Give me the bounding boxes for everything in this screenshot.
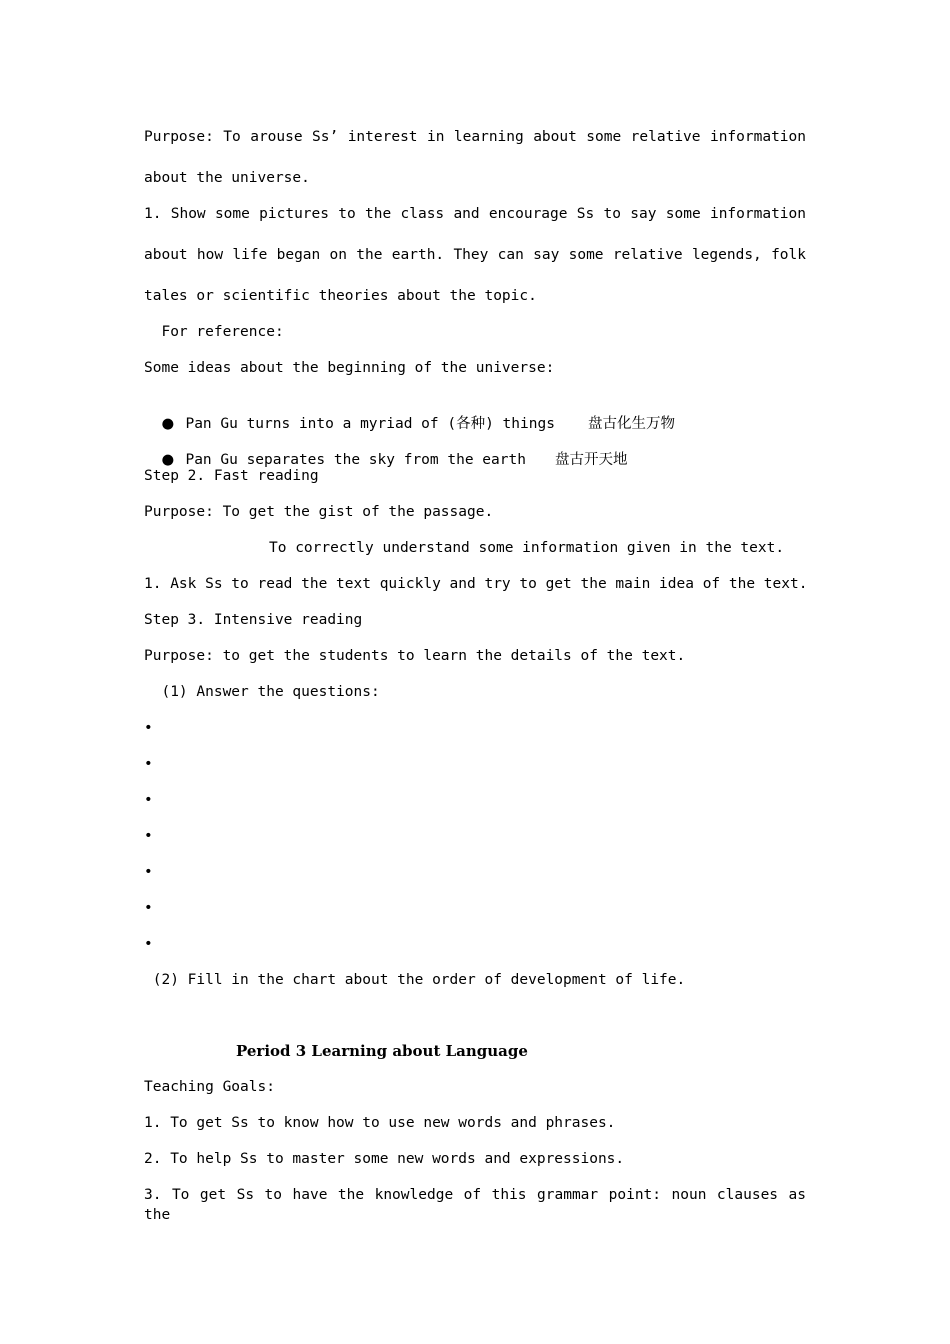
question-item (144, 862, 806, 882)
question-item (144, 718, 806, 738)
step2-heading: Step 2. Fast reading (144, 468, 319, 484)
goal-1: 1. To get Ss to know how to use new words and phrases. (144, 1115, 616, 1131)
step2-purpose-2: To correctly understand some information given in the text. (269, 540, 785, 556)
teaching-goals-heading: Teaching Goals: (144, 1079, 275, 1095)
dot-icon: • (144, 936, 153, 952)
step1-line-2: about how life began on the earth. They can say some relative legends, folk (144, 247, 806, 263)
question-item (144, 754, 806, 774)
dot-icon: • (144, 900, 153, 916)
step1-line-3: tales or scientific theories about the topic. (144, 288, 537, 304)
question-item (144, 790, 806, 810)
dot-icon: • (144, 756, 153, 772)
step3-heading: Step 3. Intensive reading (144, 612, 363, 628)
goal-2: 2. To help Ss to master some new words and expressions. (144, 1151, 625, 1167)
dot-icon: • (144, 864, 153, 880)
step2-task: 1. Ask Ss to read the text quickly and try to get the main idea of the text. (144, 576, 808, 592)
question-item (144, 934, 806, 954)
step1-line-1: 1. Show some pictures to the class and encourage Ss to say some information (144, 206, 806, 222)
bullet-item-chinese: 盘古化生万物 (588, 416, 675, 432)
answer-questions-heading: (1) Answer the questions: (144, 684, 380, 700)
dot-icon: • (144, 828, 153, 844)
bullet-item-2 (144, 430, 806, 470)
bullet-icon: ● (161, 452, 175, 468)
bullet-item-chinese: 盘古开天地 (555, 452, 628, 468)
period-title: Period 3 Learning about Language (236, 1042, 528, 1060)
ideas-heading: Some ideas about the beginning of the universe: (144, 360, 555, 376)
question-item (144, 898, 806, 918)
goal-3: 3. To get Ss to have the knowledge of this grammar point: noun clauses as the (144, 1187, 806, 1223)
bullet-item-1 (144, 394, 806, 434)
bullet-item-text: Pan Gu separates the sky from the earth (185, 452, 526, 468)
bullet-icon: ● (161, 416, 175, 432)
step2-purpose: Purpose: To get the gist of the passage. (144, 504, 494, 520)
for-reference: For reference: (144, 324, 284, 340)
purpose-line-2: about the universe. (144, 170, 310, 186)
dot-icon: • (144, 792, 153, 808)
question-item (144, 826, 806, 846)
fill-chart-task: (2) Fill in the chart about the order of development of life. (144, 972, 686, 988)
dot-icon: • (144, 720, 153, 736)
step3-purpose: Purpose: to get the students to learn the details of the text. (144, 648, 686, 664)
purpose-line-1: Purpose: To arouse Ss’ interest in learning about some relative information (144, 129, 806, 145)
bullet-item-text: Pan Gu turns into a myriad of (各种) things (185, 416, 555, 432)
